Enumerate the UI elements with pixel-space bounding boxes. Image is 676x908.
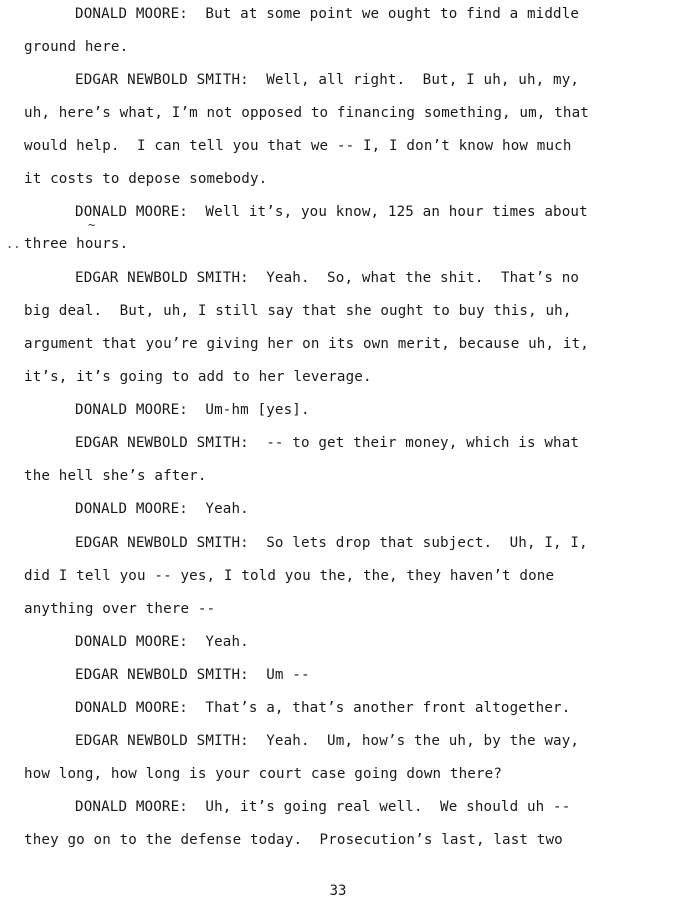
transcript-line: EDGAR NEWBOLD SMITH: Yeah. Um, how’s the uh, by the way, [75,733,580,749]
transcript-line: big deal. But, uh, I still say that she ought to buy this, uh, [24,303,572,319]
transcript-line: anything over there -- [24,601,216,617]
transcript-line: EDGAR NEWBOLD SMITH: -- to get their money, which is what [75,435,580,451]
transcript-line: it costs to depose somebody. [24,171,268,187]
transcript-line: how long, how long is your court case going down there? [24,766,503,782]
transcript-line: they go on to the defense today. Prosecution’s last, last two [24,832,563,848]
page-number: 33 [329,883,347,899]
transcript-line: ground here. [24,39,129,55]
transcript-line: EDGAR NEWBOLD SMITH: Um -- [75,667,310,683]
transcript-line: three hours. [24,236,129,252]
transcript-line: EDGAR NEWBOLD SMITH: Yeah. So, what the shit. That’s no [75,270,580,286]
transcript-line: DONALD MOORE: That’s a, that’s another front altogether. [75,700,571,716]
transcript-line: EDGAR NEWBOLD SMITH: Well, all right. But, I uh, uh, my, [75,72,580,88]
transcript-line: DONALD MOORE: Um-hm [yes]. [75,402,310,418]
margin-mark: .. [6,237,21,251]
transcript-line: DONALD MOORE: But at some point we ought to find a middle [75,6,580,22]
transcript-line: did I tell you -- yes, I told you the, the, they haven’t done [24,568,555,584]
handwritten-tilde-mark: ~ [88,218,96,232]
transcript-line: uh, here’s what, I’m not opposed to financing something, um, that [24,105,589,121]
transcript-line: the hell she’s after. [24,468,207,484]
transcript-line: DONALD MOORE: Yeah. [75,634,249,650]
transcript-line: would help. I can tell you that we -- I, I don’t know how much [24,138,572,154]
transcript-line: DONALD MOORE: Well it’s, you know, 125 an hour times about [75,204,588,220]
transcript-line: EDGAR NEWBOLD SMITH: So lets drop that subject. Uh, I, I, [75,535,588,551]
transcript-line: argument that you’re giving her on its own merit, because uh, it, [24,336,589,352]
transcript-line: DONALD MOORE: Uh, it’s going real well. We should uh -- [75,799,571,815]
transcript-line: DONALD MOORE: Yeah. [75,501,249,517]
transcript-line: it’s, it’s going to add to her leverage. [24,369,372,385]
